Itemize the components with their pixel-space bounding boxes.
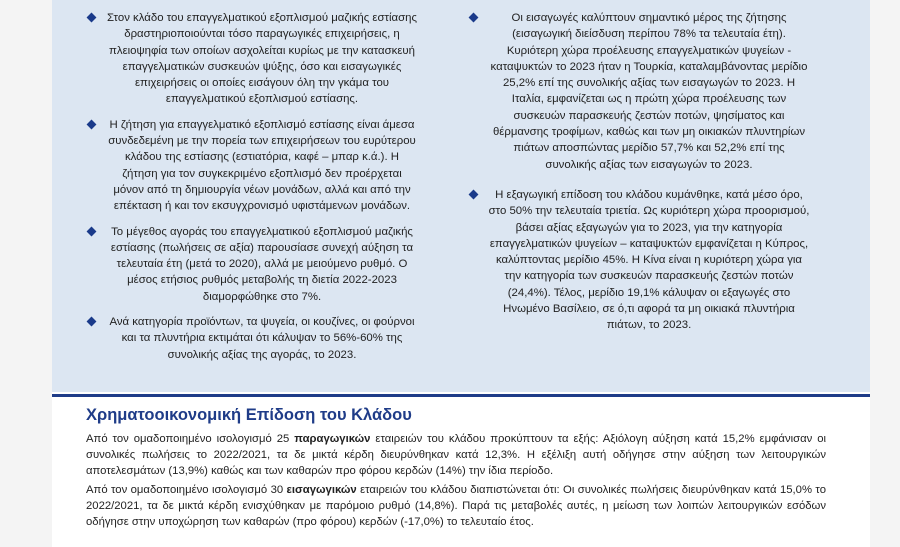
- bullet-item: [88, 10, 418, 108]
- paragraph-text: Από τον ομαδοποιημένο ισολογισμό 30: [86, 483, 287, 496]
- diamond-bullet-icon: [87, 317, 97, 327]
- bullet-item: [470, 187, 810, 334]
- diamond-bullet-icon: [469, 13, 479, 23]
- diamond-bullet-icon: [87, 13, 97, 23]
- bold-keyword: παραγωγικών: [294, 433, 371, 445]
- bullet-text: Η εξαγωγική επίδοση του κλάδου κυμάνθηκε, κατά μέσο όρο, στο 50% την τελευταία τριετία. Ως κυριότερη χώρα προορισμού, βάσει αξίας εξαγωγών για το 2023, για την κατηγορία επαγγελματικών ψυγείων – καταψυκτών εμφανίζεται η Κύπρος, καλύπτοντας μερίδιο 45%. Η Κίνα είναι η κυριότερη χώρα για την κατηγορία των συσκευών παρασκευής ζεστών ποτών (24,4%). Τέλος, μερίδιο 19,1% κάλυψαν οι εξαγωγές στο Ηνωμένο Βασίλειο, σε ό,τι αφορά τα μη οικιακά πλυντήρια πιάτων, το 2023.: [488, 188, 810, 332]
- bullet-text: Στον κλάδο του επαγγελματικού εξοπλισμού μαζικής εστίασης δραστηριοποιούνται τόσο παραγωγικές επιχειρήσεις, η πλειοψηφία των οποίων ασχολείται κυρίως με την κατασκευή επαγγελματικών συσκευών ψύξης, όσο και εισαγωγικές επιχειρήσεις οι οποίες εισάγουν όλη την γκάμα του επαγγελματικού εξοπλισμού εστίασης.: [107, 12, 417, 106]
- paragraph-text: Από τον ομαδοποιημένο ισολογισμό 25: [86, 433, 295, 445]
- paragraph-producers: [86, 431, 826, 480]
- diamond-bullet-icon: [87, 119, 97, 129]
- paragraph-text: εταιρειών του κλάδου προκύπτουν τα εξής: Αξιόλογη αύξηση κατά 15,2% εμφάνισαν οι συνολικές πωλήσεις το 2022/2021, τα δε μικτά κέρδη διευρύνθηκαν κατά 12,3%. Η εξέλιξη αυτή οδήγησε στην αύξηση των λειτουργικών αποτελεσμάτων (13,9%) καθώς και των καθαρών προ φόρου κερδών (14%) την ίδια περίοδο.: [86, 433, 826, 478]
- left-column: [88, 10, 418, 372]
- bullet-text: Οι εισαγωγές καλύπτουν σημαντικό μέρος της ζήτησης (εισαγωγική διείσδυση περίπου 78% τα τελευταία έτη). Κυριότερη χώρα προέλευσης επαγγελματικών ψυγείων - καταψυκτών το 2023 ήταν η Τουρκία, καταλαμβάνοντας μερίδιο 25,2% επί της συνολικής αξίας των εισαγωγών το 2023. Η Ιταλία, εμφανίζεται ως η πρώτη χώρα προέλευσης των συσκευών παρασκευής ζεστών ποτών, ψησίματος και θέρμανσης τροφίμων, καθώς και των μη οικιακών πλυντηρίων πιάτων αποσπώντας μερίδιο 57,7% και 52,2% επί της συνολικής αξίας των εισαγωγών το 2023.: [490, 12, 808, 171]
- left-margin: [0, 0, 52, 547]
- bullet-item: [88, 117, 418, 215]
- section-title: Χρηματοοικονομική Επίδοση του Κλάδου: [86, 406, 412, 424]
- bold-keyword: εισαγωγικών: [286, 483, 357, 496]
- bullet-item: [88, 224, 418, 305]
- right-margin: [870, 0, 900, 547]
- bullet-item: [470, 10, 810, 173]
- financial-section: [86, 405, 826, 532]
- bullet-text: Το μέγεθος αγοράς του επαγγελματικού εξοπλισμού μαζικής εστίασης (πωλήσεις σε αξία) παρουσίασε συνεχή αύξηση τα τελευταία έτη (μετά το 2020), αλλά με μειούμενο ρυθμό. Ο μέσος ετήσιος ρυθμός μεταβολής τη διετία 2022-2023 διαμορφώθηκε στο 7%.: [110, 225, 414, 303]
- bullet-text: Η ζήτηση για επαγγελματικό εξοπλισμό εστίασης είναι άμεσα συνδεδεμένη με την πορεία των επιχειρήσεων του ευρύτερου κλάδου της εστίασης (εστιατόρια, καφέ – μπαρ κ.ά.). Η ζήτηση για τον συγκεκριμένο εξοπλισμό δεν προέρχεται μόνον από τη δημιουργία νέων μονάδων, αλλά και από την επέκταση ή και τον εκσυγχρονισμό υφιστάμενων μονάδων.: [108, 118, 416, 213]
- right-column: [470, 10, 810, 343]
- section-divider: [52, 394, 870, 397]
- paragraph-importers: [86, 482, 826, 531]
- diamond-bullet-icon: [469, 190, 479, 200]
- diamond-bullet-icon: [87, 226, 97, 236]
- paragraph-text: εταιρειών του κλάδου διαπιστώνεται ότι: Οι συνολικές πωλήσεις διευρύνθηκαν κατά 15,0% το 2022/2021, τα δε μικτά κέρδη ενισχύθηκαν με παρόμοιο ρυθμό (14,8%). Παρά τις μεταβολές αυτές, η μείωση των λοιπών λειτουργικών εσόδων οδήγησε στην υποχώρηση των καθαρών (προ φόρου) κερδών (-17,0%) το τελευταίο έτος.: [86, 483, 826, 529]
- bullet-item: [88, 314, 418, 363]
- bullet-text: Ανά κατηγορία προϊόντων, τα ψυγεία, οι κουζίνες, οι φούρνοι και τα πλυντήρια εκτιμάται ότι κάλυψαν το 56%-60% της συνολικής αξίας της αγοράς, το 2023.: [109, 316, 415, 361]
